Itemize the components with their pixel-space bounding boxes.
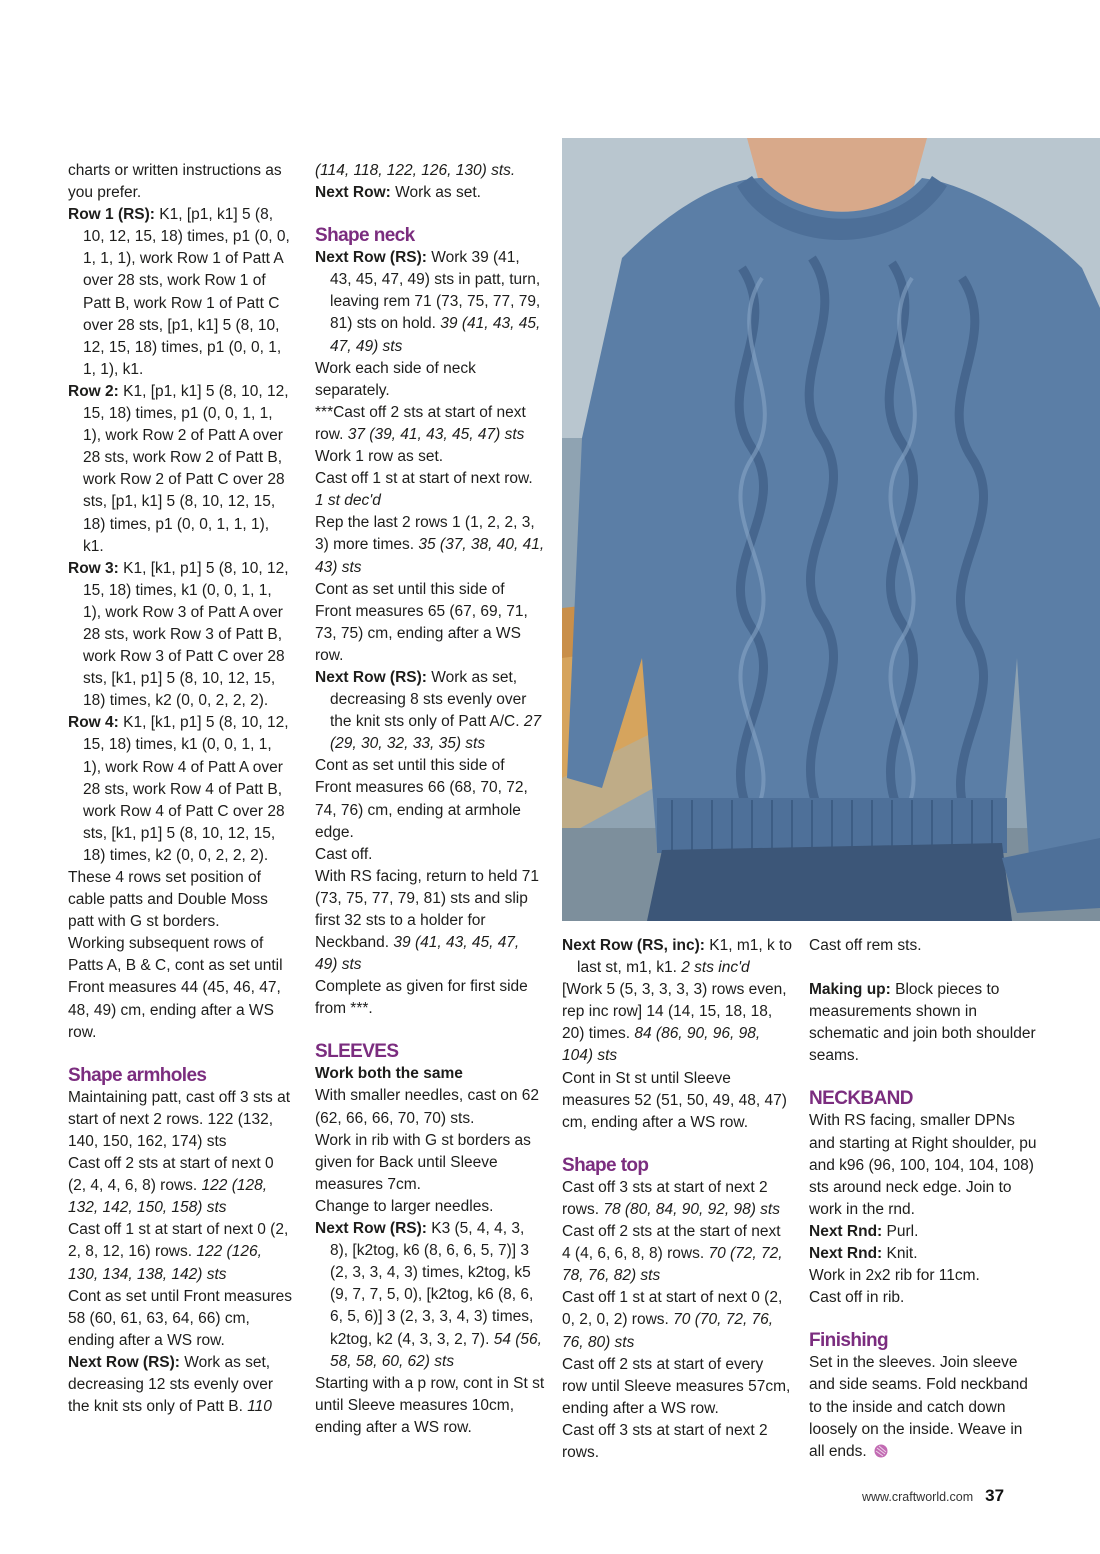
- paragraph: [68, 1286, 294, 1352]
- paragraph: [809, 1265, 1037, 1287]
- text: Cont as set until Front measures 58 (60, 61, 63, 64, 66) cm, ending after a WS row.: [68, 1287, 292, 1349]
- text: Cast off rem sts.: [809, 937, 922, 954]
- instruction-row: [68, 381, 294, 558]
- paragraph: [68, 933, 294, 1043]
- text: Cast off 3 sts at start of next 2 rows.: [562, 1178, 768, 1218]
- text: Work both the same: [315, 1065, 463, 1083]
- text: Work each side of neck separately.: [315, 359, 476, 399]
- paragraph: [315, 402, 545, 446]
- paragraph: [68, 1153, 294, 1219]
- text: 122 (126, 130, 134, 138, 142) sts: [68, 1243, 262, 1283]
- instruction-row: [562, 935, 792, 979]
- text: With RS facing, smaller DPNs and starting at Right shoulder, pu and k96 (96, 100, 104, 104, 108) sts around neck edge. Join to work in the rnd.: [809, 1112, 1037, 1218]
- text: Work in 2x2 rib for 11cm.: [809, 1267, 980, 1285]
- text: 122 (128, 132, 142, 150, 158) sts: [68, 1177, 268, 1217]
- text: Rep the last 2 rows 1 (1, 2, 2, 3, 3) more times.: [315, 514, 535, 554]
- label: Next Rnd:: [809, 1222, 883, 1240]
- paragraph: [315, 1085, 545, 1129]
- text: Work in rib with G st borders as given for Back until Sleeve measures 7cm.: [315, 1131, 531, 1193]
- text: Maintaining patt, cast off 3 sts at start of next 2 rows. 122 (132, 140, 150, 162, 174) sts: [68, 1088, 291, 1150]
- label: Row 4:: [68, 714, 119, 732]
- text: Purl.: [882, 1222, 919, 1240]
- label: Row 3:: [68, 559, 119, 577]
- label: Making up:: [809, 981, 891, 999]
- paragraph: [68, 867, 294, 933]
- text: 39 (41, 43, 45, 47, 49) sts: [315, 934, 520, 974]
- label: Next Row (RS):: [315, 1220, 427, 1238]
- label: Row 1 (RS):: [68, 206, 155, 224]
- label: Next Row:: [315, 184, 391, 202]
- text: Cont in St st until Sleeve measures 52 (51, 50, 49, 48, 47) cm, ending after a WS row.: [562, 1069, 787, 1131]
- text: 37 (39, 41, 43, 45, 47) sts: [347, 425, 525, 443]
- sweater-photo: [562, 138, 1100, 921]
- text: charts or written instructions as you prefer.: [68, 162, 282, 202]
- text: With RS facing, return to held 71 (73, 75, 77, 79, 81) sts and slip first 32 sts to a holder for Neckband.: [315, 867, 540, 952]
- instruction-row: [315, 1218, 545, 1373]
- text: Cast off 3 sts at start of next 2 rows.: [562, 1421, 768, 1461]
- text: Change to larger needles.: [315, 1197, 494, 1215]
- text: 78 (80, 84, 90, 92, 98) sts: [603, 1200, 780, 1218]
- text: Cont as set until this side of Front measures 65 (67, 69, 71, 73, 75) cm, ending after a WS row.: [315, 580, 528, 664]
- text: Shape armholes: [68, 1064, 207, 1086]
- text: 54 (56, 58, 58, 60, 62) sts: [330, 1330, 542, 1370]
- paragraph: [562, 1221, 792, 1287]
- text: These 4 rows set position of cable patts and Double Moss patt with G st borders.: [68, 869, 268, 931]
- label: Next Rnd:: [809, 1245, 883, 1263]
- yarn-ball-icon: [874, 1444, 888, 1458]
- column-3: [562, 935, 792, 1464]
- paragraph: [315, 976, 545, 1020]
- text: Cast off in rib.: [809, 1289, 905, 1307]
- label: Next Row (RS):: [315, 668, 427, 686]
- text: 39 (41, 43, 45, 47, 49) sts: [330, 315, 541, 355]
- text: 27 (29, 30, 32, 33, 35) sts: [330, 713, 542, 753]
- paragraph: [315, 1196, 545, 1218]
- paragraph: [315, 358, 545, 402]
- column-4: [809, 935, 1037, 1463]
- section-heading: [315, 1041, 545, 1063]
- text: Cast off 2 sts at the start of next 4 (4, 6, 6, 8, 8) rows.: [562, 1223, 781, 1263]
- paragraph: [562, 1177, 792, 1221]
- text: Cast off 1 st at start of next row.: [315, 470, 533, 488]
- paragraph: [562, 1354, 792, 1420]
- text: 35 (37, 38, 40, 41, 43) sts: [315, 536, 545, 576]
- paragraph: [809, 1243, 1037, 1265]
- instruction-row: [315, 247, 545, 357]
- text: Cont as set until this side of Front measures 66 (68, 70, 72, 74, 76) cm, ending at armhole edge.: [315, 757, 528, 841]
- text: Cast off 1 st at start of next 0 (2, 0, 2, 0, 2) rows.: [562, 1289, 783, 1329]
- label: Next Row (RS):: [315, 249, 427, 267]
- section-heading: [809, 1088, 1037, 1110]
- paragraph: [315, 182, 545, 204]
- footer-url[interactable]: www.craftworld.com: [862, 1490, 974, 1504]
- text: Work 1 row as set.: [315, 448, 444, 466]
- subheading: [315, 1063, 545, 1085]
- paragraph: [315, 755, 545, 843]
- paragraph: [68, 1219, 294, 1285]
- text: K1, [p1, k1] 5 (8, 10, 12, 15, 18) times, p1 (0, 0, 1, 1, 1), work Row 2 of Patt A over 28 sts, work Row 2 of Patt B, work Row 2 of Patt C over 28 sts, [p1, k1] 5 (8, 10, 12, 15, 18) times, p1 (0, 0, 1, 1, 1), k1.: [83, 382, 289, 555]
- text: Cast off 1 st at start of next 0 (2, 2, 8, 12, 16) rows.: [68, 1221, 289, 1261]
- paragraph: [68, 1087, 294, 1153]
- text: Block pieces to measurements shown in schematic and join both shoulder seams.: [809, 981, 1036, 1065]
- paragraph: [315, 446, 545, 468]
- text: Work as set, decreasing 8 sts evenly over the knit sts only of Patt A/C.: [330, 668, 527, 731]
- paragraph: [315, 579, 545, 667]
- section-heading: [562, 1155, 792, 1177]
- text: Complete as given for first side from ***.: [315, 978, 528, 1018]
- text: 70 (72, 72, 78, 76, 82) sts: [562, 1245, 783, 1285]
- paragraph: [315, 512, 545, 578]
- paragraph: [68, 160, 294, 204]
- text: SLEEVES: [315, 1041, 399, 1063]
- text: NECKBAND: [809, 1088, 913, 1110]
- text: [Work 5 (5, 3, 3, 3, 3) rows even, rep inc row] 14 (14, 15, 18, 18, 20) times.: [562, 981, 787, 1043]
- column-2: [315, 160, 545, 1439]
- section-heading: [68, 1065, 294, 1087]
- text: Set in the sleeves. Join sleeve and side seams. Fold neckband to the inside and catch down loosely on the inside. Weave in all ends.: [809, 1354, 1028, 1460]
- text: 1 st dec'd: [315, 492, 381, 510]
- paragraph: [315, 844, 545, 866]
- paragraph: [562, 1068, 792, 1134]
- text: Work 39 (41, 43, 45, 47, 49) sts in patt, turn, leaving rem 71 (73, 75, 77, 79, 81) sts on hold.: [330, 249, 541, 333]
- text: K1, [p1, k1] 5 (8, 10, 12, 15, 18) times, p1 (0, 0, 1, 1, 1), work Row 1 of Patt A over 28 sts, work Row 1 of Patt B, work Row 1 of Patt C over 28 sts, [p1, k1] 5 (8, 10, 12, 15, 18) times, p1 (0, 0, 1, 1, 1), k1.: [83, 206, 290, 378]
- text: Cast off 2 sts at start of next 0 (2, 4, 4, 6, 8) rows.: [68, 1155, 274, 1195]
- text: 70 (70, 72, 76, 76, 80) sts: [562, 1311, 774, 1351]
- paragraph: [809, 1110, 1037, 1220]
- section-heading: [315, 225, 545, 247]
- paragraph: [809, 1287, 1037, 1309]
- page-number: 37: [985, 1486, 1005, 1505]
- text: With smaller needles, cast on 62 (62, 66, 66, 70, 70) sts.: [315, 1087, 539, 1127]
- text: Work as set, decreasing 12 sts evenly over the knit sts only of Patt B.: [68, 1353, 274, 1416]
- text: 2 sts inc'd: [681, 959, 750, 977]
- text: ***Cast off 2 sts at start of next row.: [315, 403, 526, 443]
- text: K1, [k1, p1] 5 (8, 10, 12, 15, 18) times, k1 (0, 0, 1, 1, 1), work Row 4 of Patt A over 28 sts, work Row 4 of Patt B, work Row 4 of Patt C over 28 sts, [k1, p1] 5 (8, 10, 12, 15, 18) times, k2 (0, 0, 2, 2, 2).: [83, 714, 289, 864]
- paragraph: [562, 979, 792, 1067]
- label: Next Row (RS, inc):: [562, 937, 705, 954]
- column-1: [68, 160, 294, 1418]
- paragraph: [562, 1420, 792, 1464]
- paragraph: [809, 935, 1037, 957]
- paragraph: [315, 1373, 545, 1439]
- text: Knit.: [882, 1245, 918, 1263]
- paragraph: [68, 1352, 294, 1418]
- section-heading: [809, 1330, 1037, 1352]
- sweater-photo-illustration: [562, 138, 1100, 921]
- text: K1, m1, k to last st, m1, k1.: [577, 937, 792, 977]
- page-footer: [862, 1486, 1040, 1507]
- instruction-row: [68, 712, 294, 867]
- paragraph: [315, 866, 545, 976]
- paragraph: [809, 1352, 1037, 1462]
- text: Work as set.: [390, 184, 481, 202]
- text: Starting with a p row, cont in St st until Sleeve measures 10cm, ending after a WS row.: [315, 1374, 545, 1436]
- text: Working subsequent rows of Patts A, B & C, cont as set until Front measures 44 (45, 46, 47, 48, 49) cm, ending after a WS row.: [68, 935, 283, 1041]
- text: Shape neck: [315, 225, 415, 247]
- text: Cast off 2 sts at start of every row until Sleeve measures 57cm, ending after a WS row.: [562, 1355, 791, 1417]
- text: Shape top: [562, 1154, 649, 1176]
- paragraph: [315, 468, 545, 512]
- paragraph: [315, 160, 545, 182]
- text: 110: [247, 1398, 272, 1416]
- paragraph: [809, 1221, 1037, 1243]
- instruction-row: [68, 204, 294, 381]
- text: 84 (86, 90, 96, 98, 104) sts: [562, 1025, 761, 1065]
- label: Row 2:: [68, 382, 119, 400]
- label: Next Row (RS):: [68, 1353, 180, 1371]
- text: Cast off.: [315, 845, 373, 863]
- instruction-row: [315, 667, 545, 755]
- paragraph: [562, 1287, 792, 1353]
- text: (114, 118, 122, 126, 130) sts.: [315, 162, 516, 179]
- text: Finishing: [809, 1330, 889, 1352]
- text: K3 (5, 4, 4, 3, 8), [k2tog, k6 (8, 6, 6, 5, 7)] 3 (2, 3, 3, 4, 3) times, k2tog, k5 (9, 7, 7, 5, 0), [k2tog, k6 (8, 6, 6, 5, 6)] 3 (2, 3, 3, 4, 3) times, k2tog, k2 (4, 3, 3, 2, 7).: [330, 1220, 534, 1348]
- instruction-row: [68, 558, 294, 713]
- text: K1, [k1, p1] 5 (8, 10, 12, 15, 18) times, k1 (0, 0, 1, 1, 1), work Row 3 of Patt A over 28 sts, work Row 3 of Patt B, work Row 3 of Patt C over 28 sts, [k1, p1] 5 (8, 10, 12, 15, 18) times, k2 (0, 0, 2, 2, 2).: [83, 559, 289, 710]
- paragraph: [809, 979, 1037, 1067]
- paragraph: [315, 1130, 545, 1196]
